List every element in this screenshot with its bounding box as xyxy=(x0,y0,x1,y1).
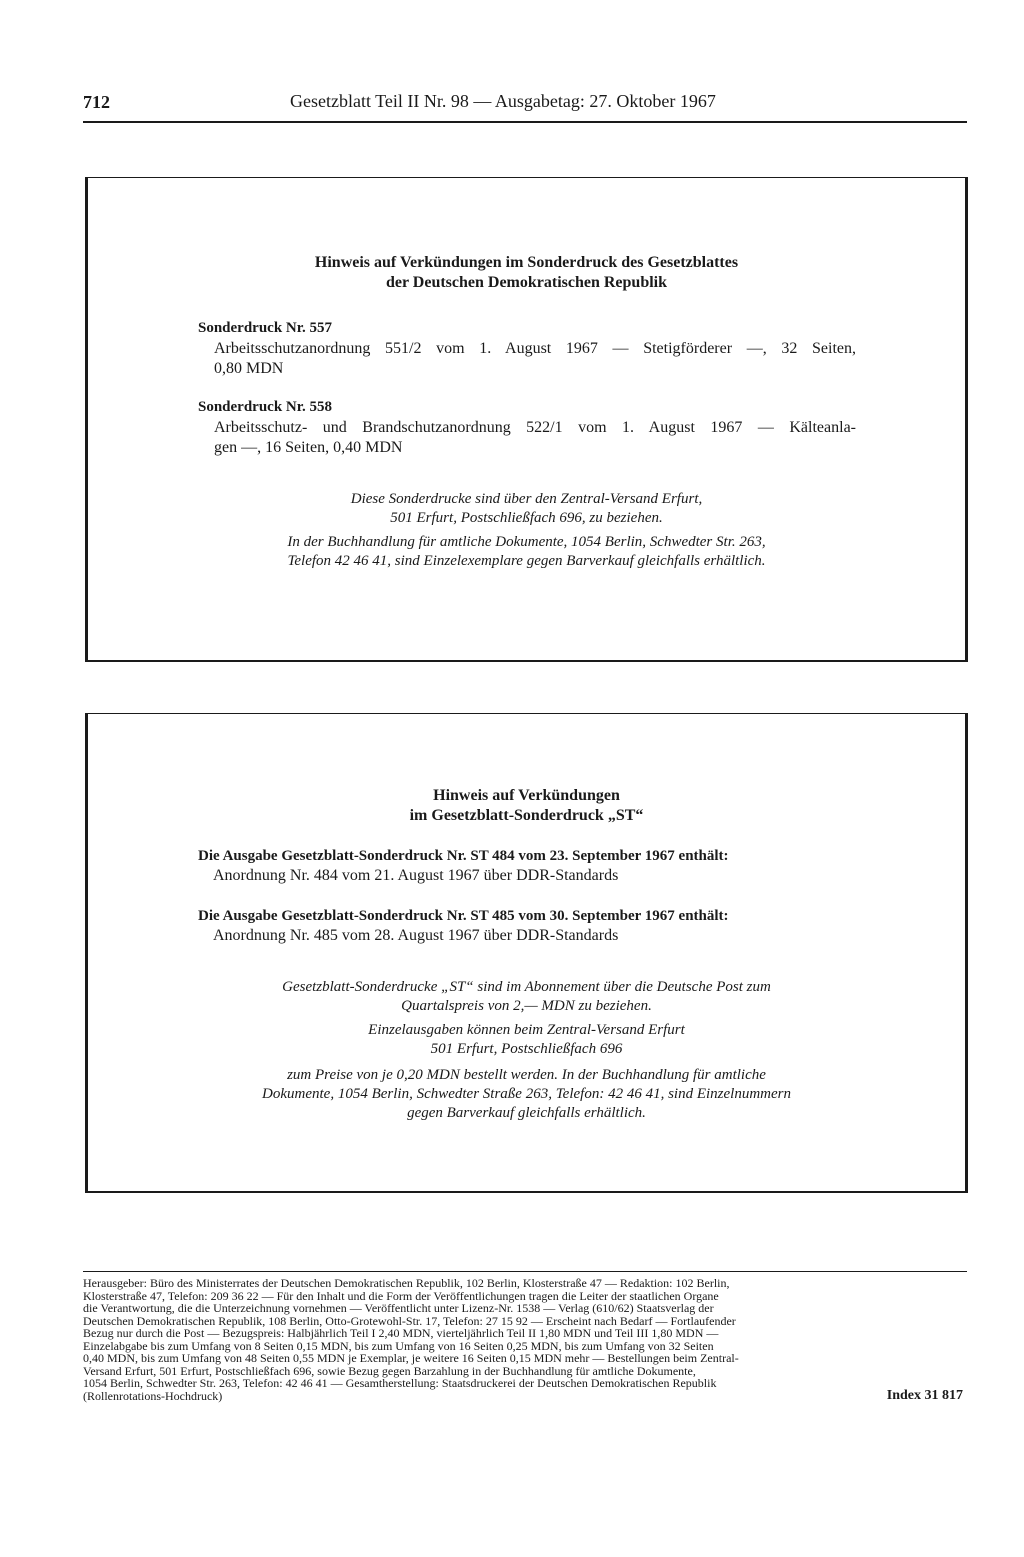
entry-heading: Die Ausgabe Gesetzblatt-Sonderdruck Nr. ST 485 vom 30. September 1967 enthält: xyxy=(198,908,729,924)
page-header-title: Gesetzblatt Teil II Nr. 98 — Ausgabetag: 27. Oktober 1967 xyxy=(290,91,716,111)
note-line: 501 Erfurt, Postschließfach 696 xyxy=(430,1041,623,1057)
imprint-last-line xyxy=(83,1387,963,1403)
entry-heading: Sonderdruck Nr. 558 xyxy=(198,399,333,415)
note-line: In der Buchhandlung für amtliche Dokumente, 1054 Berlin, Schwedter Str. 263, xyxy=(287,534,766,550)
box1-note-purchase xyxy=(88,533,965,571)
imprint-line: die Verantwortung, die die Unterzeichnung vornehmen — Veröffentlicht unter Lizenz-Nr. 1538 — Verlag (610/62) Staatsverlag der xyxy=(83,1301,714,1315)
entry-heading: Sonderdruck Nr. 557 xyxy=(198,320,333,336)
note-line: Diese Sonderdrucke sind über den Zentral-Versand Erfurt, xyxy=(350,491,703,507)
imprint-line: Herausgeber: Büro des Ministerrates der Deutschen Demokratischen Republik, 102 Berlin, Klosterstraße 47 — Redaktion: 102 Berlin, xyxy=(83,1276,730,1290)
imprint xyxy=(83,1277,963,1402)
box2-title-line1: Hinweis auf Verkündungen xyxy=(433,787,620,804)
box2-note-single xyxy=(88,1021,965,1059)
entry-text xyxy=(214,339,856,379)
box1-note xyxy=(88,490,965,528)
entry-text-line: Arbeitsschutzanordnung 551/2 vom 1. August 1967 — Stetigförderer —, 32 Seiten, xyxy=(214,340,856,357)
entry-text: Anordnung Nr. 485 vom 28. August 1967 über DDR-Standards xyxy=(213,927,619,944)
box1-title-line2: der Deutschen Demokratischen Republik xyxy=(385,274,668,291)
st-sonderdruck-notice-box xyxy=(85,713,968,1193)
imprint-line: 0,40 MDN, bis zum Umfang von 48 Seiten 0,55 MDN je Exemplar, je weitere 16 Seiten 0,15 MDN mehr — Bestellungen beim Zentral- xyxy=(83,1351,739,1365)
imprint-line: 1054 Berlin, Schwedter Str. 263, Telefon: 42 46 41 — Gesamtherstellung: Staatsdruckerei der Deutschen Demokratischen Republik xyxy=(83,1376,717,1390)
note-line: Dokumente, 1054 Berlin, Schwedter Straße 263, Telefon: 42 46 41, sind Einzelnummern xyxy=(262,1086,791,1102)
note-line: Einzelausgaben können beim Zentral-Versand Erfurt xyxy=(368,1022,685,1038)
imprint-line: Versand Erfurt, 501 Erfurt, Postschließfach 696, sowie Bezug gegen Barzahlung in der Buchhandlung für amtliche Dokumente, xyxy=(83,1363,696,1378)
footer-rule xyxy=(83,1271,967,1272)
note-line: Quartalspreis von 2,— MDN zu beziehen. xyxy=(401,998,652,1014)
entry-heading: Die Ausgabe Gesetzblatt-Sonderdruck Nr. ST 484 vom 23. September 1967 enthält: xyxy=(198,848,729,864)
note-line: 501 Erfurt, Postschließfach 696, zu beziehen. xyxy=(390,510,663,526)
header-rule xyxy=(83,121,967,123)
note-line: Telefon 42 46 41, sind Einzelexemplare gegen Barverkauf gleichfalls erhältlich. xyxy=(287,553,766,569)
imprint-line: Klosterstraße 47, Telefon: 209 36 22 — Für den Inhalt und die Form der Veröffentlichungen tragen die Leiter der staatlichen Organe xyxy=(83,1288,719,1303)
index-number: Index 31 817 xyxy=(886,1387,963,1403)
entry-text-line: 0,80 MDN xyxy=(214,360,284,377)
sonderdruck-notice-box xyxy=(85,177,968,662)
box2-title xyxy=(88,786,965,826)
entry-text: Anordnung Nr. 484 vom 21. August 1967 über DDR-Standards xyxy=(213,867,619,884)
imprint-line: Bezug nur durch die Post — Bezugspreis: Halbjährlich Teil I 2,40 MDN, vierteljährlich Teil II 1,80 MDN und Teil III 1,80 MDN — xyxy=(83,1326,719,1340)
box1-title-line1: Hinweis auf Verkündungen im Sonderdruck des Gesetzblattes xyxy=(314,254,739,271)
note-line: zum Preise von je 0,20 MDN bestellt werden. In der Buchhandlung für amtliche xyxy=(287,1067,766,1083)
box1-title xyxy=(88,253,965,293)
note-line: gegen Barverkauf gleichfalls erhältlich. xyxy=(407,1105,646,1121)
box2-title-line2: im Gesetzblatt-Sonderdruck „ST“ xyxy=(409,807,644,824)
entry-text-line: gen —, 16 Seiten, 0,40 MDN xyxy=(214,439,403,456)
imprint-line: Einzelabgabe bis zum Umfang von 8 Seiten 0,15 MDN, bis zum Umfang von 16 Seiten 0,25 MDN, bis zum Umfang von 32 Seiten xyxy=(83,1338,714,1353)
entry-text-line: Arbeitsschutz- und Brandschutzanordnung 522/1 vom 1. August 1967 — Kälteanla- xyxy=(214,419,856,436)
note-line: Gesetzblatt-Sonderdrucke „ST“ sind im Abonnement über die Deutsche Post zum xyxy=(282,979,771,995)
box2-note-purchase xyxy=(88,1066,965,1123)
imprint-line: Deutschen Demokratischen Republik, 108 Berlin, Otto-Grotewohl-Str. 17, Telefon: 27 15 92 — Erscheint nach Bedarf — Fortlaufender xyxy=(83,1313,736,1328)
entry-text xyxy=(214,418,856,458)
page-number: 712 xyxy=(83,92,110,112)
imprint-printing-method: (Rollenrotations-Hochdruck) xyxy=(83,1388,223,1403)
box2-note-subscription xyxy=(88,978,965,1016)
